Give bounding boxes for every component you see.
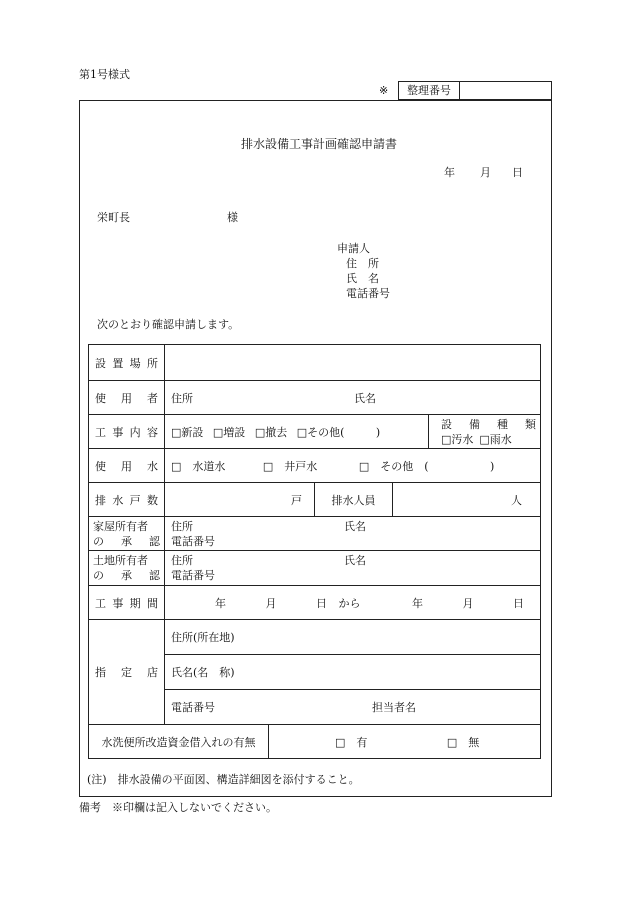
house-owner-field[interactable] xyxy=(165,517,541,551)
households-label: 排 水 戸 数 xyxy=(89,483,165,517)
row-user xyxy=(89,381,541,415)
water-option-other-close: ) xyxy=(490,459,495,473)
water-option-well[interactable]: □ 井戸水 xyxy=(262,459,318,473)
reference-number-value[interactable] xyxy=(460,82,551,99)
applicant-label: 申請人 xyxy=(337,242,370,255)
reference-mark: ※ xyxy=(379,84,389,97)
row-location xyxy=(89,345,541,381)
contractor-phone-label: 電話番号 xyxy=(171,701,215,714)
attachment-note: (注) 排水設備の平面図、構造詳細図を添付すること。 xyxy=(87,773,360,786)
people-unit: 人 xyxy=(511,493,523,507)
user-label: 使 用 者 xyxy=(89,381,165,415)
row-period xyxy=(89,586,541,620)
user-field[interactable] xyxy=(165,381,541,415)
equip-option-rain[interactable]: □雨水 xyxy=(479,432,512,446)
land-owner-label: 土地所有者 の 承 認 xyxy=(89,551,165,586)
equip-option-sewage[interactable]: □汚水 xyxy=(441,432,474,446)
house-owner-address-label: 住所 xyxy=(171,519,193,533)
row-land-owner xyxy=(89,551,541,586)
work-options xyxy=(165,415,429,449)
contractor-address-label: 住所(所在地) xyxy=(171,631,235,644)
work-option-other-close: ) xyxy=(375,425,381,439)
date-year[interactable]: 年 xyxy=(444,166,455,179)
land-owner-name-label: 氏名 xyxy=(344,554,366,567)
water-label: 使 用 水 xyxy=(89,449,165,483)
loan-label: 水洗便所改造資金借入れの有無 xyxy=(89,725,269,759)
addressee-honorific: 様 xyxy=(227,211,238,224)
user-address-label: 住所 xyxy=(171,391,193,405)
people-field[interactable] xyxy=(393,483,541,517)
water-option-tap[interactable]: □ 水道水 xyxy=(171,459,226,473)
applicant-name-label[interactable]: 氏 名 xyxy=(346,272,379,285)
work-label: 工 事 内 容 xyxy=(89,415,165,449)
row-water xyxy=(89,449,541,483)
form-number: 第1号様式 xyxy=(79,68,130,81)
people-label: 排水人員 xyxy=(315,483,393,517)
contractor-name-label: 氏名(名 称) xyxy=(171,666,235,679)
location-label: 設 置 場 所 xyxy=(89,345,165,381)
contractor-address-field[interactable] xyxy=(165,620,541,655)
house-owner-label: 家屋所有者 の 承 認 xyxy=(89,517,165,551)
period-end-year: 年 xyxy=(412,596,423,610)
intro-text: 次のとおり確認申請します。 xyxy=(97,318,240,331)
work-option-new[interactable]: □新設 xyxy=(171,425,204,439)
period-label: 工 事 期 間 xyxy=(89,586,165,620)
applicant-address-label[interactable]: 住 所 xyxy=(346,257,379,270)
households-unit: 戸 xyxy=(291,493,302,507)
form-title: 排水設備工事計画確認申請書 xyxy=(241,137,398,151)
house-owner-name-label: 氏名 xyxy=(344,519,366,533)
water-option-other[interactable]: □ その他 ( xyxy=(358,459,429,473)
remarks: 備考 ※印欄は記入しないでください。 xyxy=(79,801,277,814)
work-option-other[interactable]: □その他( xyxy=(296,425,345,439)
contractor-label: 指 定 店 xyxy=(89,620,165,725)
application-table xyxy=(88,344,541,759)
addressee-name: 栄町長 xyxy=(97,211,130,224)
row-house-owner xyxy=(89,517,541,551)
user-name-label: 氏名 xyxy=(354,391,376,405)
row-households xyxy=(89,483,541,517)
row-contractor-address xyxy=(89,620,541,655)
period-from: から xyxy=(338,596,361,610)
period-field[interactable] xyxy=(165,586,541,620)
land-owner-address-label: 住所 xyxy=(171,554,193,567)
date-month[interactable]: 月 xyxy=(480,166,491,179)
reference-number-box xyxy=(398,81,552,100)
reference-number-label: 整理番号 xyxy=(399,82,460,99)
house-owner-phone-label: 電話番号 xyxy=(171,534,215,548)
loan-option-no[interactable]: □ 無 xyxy=(446,735,480,749)
contractor-person-label: 担当者名 xyxy=(372,701,416,714)
location-field[interactable] xyxy=(165,345,541,381)
row-loan xyxy=(89,725,541,759)
loan-option-yes[interactable]: □ 有 xyxy=(335,735,368,749)
loan-options xyxy=(269,725,541,759)
land-owner-phone-label: 電話番号 xyxy=(171,569,215,582)
period-start-year: 年 xyxy=(215,596,226,610)
period-start-month: 月 xyxy=(265,596,277,610)
applicant-phone-label[interactable]: 電話番号 xyxy=(346,287,390,300)
work-option-remove[interactable]: □撤去 xyxy=(254,425,288,439)
households-field[interactable] xyxy=(165,483,315,517)
contractor-name-field[interactable] xyxy=(165,655,541,690)
water-options xyxy=(165,449,541,483)
equipment-type-cell: 設 備 種 類 □汚水 □雨水 xyxy=(429,415,541,449)
work-option-extend[interactable]: □増設 xyxy=(212,425,246,439)
period-end-month: 月 xyxy=(462,596,474,610)
land-owner-field[interactable] xyxy=(165,551,541,586)
date-day[interactable]: 日 xyxy=(512,166,523,179)
period-end-day: 日 xyxy=(513,596,524,610)
row-work xyxy=(89,415,541,449)
period-start-day: 日 xyxy=(316,596,327,610)
contractor-phone-field[interactable] xyxy=(165,690,541,725)
